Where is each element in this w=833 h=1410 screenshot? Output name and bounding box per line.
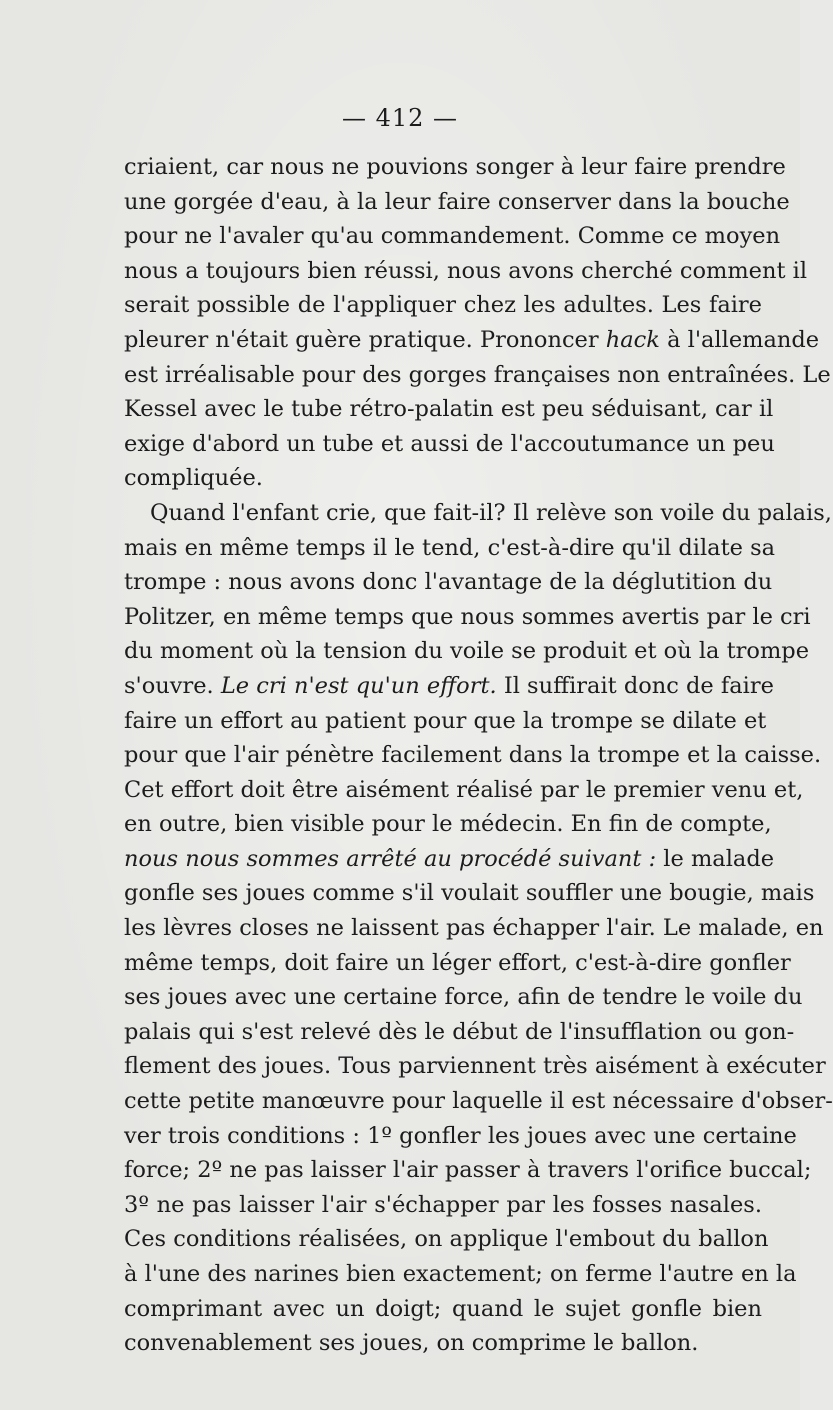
text-line (124, 773, 804, 808)
text-line (124, 1188, 762, 1223)
text-line (124, 531, 776, 566)
text-segment: même temps, doit faire un léger effort, c'est-à-dire gonfler (124, 949, 791, 976)
text-segment: exige d'abord un tube et aussi de l'accoutumance un peu (124, 430, 775, 457)
text-line (124, 946, 791, 981)
text-segment: Ces conditions réalisées, on applique l'embout du ballon (124, 1226, 769, 1253)
text-line (124, 1015, 795, 1050)
text-line (124, 1119, 797, 1154)
text-line (124, 358, 831, 393)
text-line (124, 496, 832, 531)
text-line (124, 565, 773, 600)
text-segment: nous a toujours bien réussi, nous avons cherché comment il (124, 257, 808, 284)
text-segment: compliquée. (124, 465, 263, 492)
text-segment: 3º ne pas laisser l'air s'échapper par les fosses nasales. (124, 1191, 762, 1218)
text-segment: flement des joues. Tous parviennent très aisément à exécuter (124, 1053, 826, 1080)
text-segment: trompe : nous avons donc l'avantage de la déglutition du (124, 569, 773, 596)
text-line (124, 1084, 833, 1119)
text-segment: le malade (656, 845, 775, 872)
text-line (124, 738, 822, 773)
text-line (124, 634, 810, 669)
text-segment: une gorgée d'eau, à la leur faire conserver dans la bouche (124, 188, 790, 215)
text-line (124, 704, 767, 739)
text-segment: criaient, car nous ne pouvions songer à leur faire prendre (124, 154, 786, 180)
text-segment: en outre, bien visible pour le médecin. En fin de compte, (124, 811, 772, 838)
text-line (124, 1257, 797, 1292)
text-segment: du moment où la tension du voile se produit et où la trompe (124, 638, 810, 665)
text-segment: Cet effort doit être aisément réalisé par le premier venu et, (124, 776, 804, 803)
text-line (124, 461, 762, 496)
text-segment: serait possible de l'appliquer chez les adultes. Les faire (124, 292, 762, 319)
text-segment: Quand l'enfant crie, que fait-il? Il relève son voile du palais, (150, 499, 832, 526)
text-segment: convenablement ses joues, on comprime le ballon. (124, 1330, 699, 1357)
text-segment: ver trois conditions : 1º gonfler les joues avec une certaine (124, 1122, 797, 1149)
text-segment: faire un effort au patient pour que la trompe se dilate et (124, 707, 767, 734)
text-line (124, 392, 774, 427)
text-line (124, 323, 820, 358)
text-segment: est irréalisable pour des gorges françaises non entraînées. Le (124, 361, 831, 388)
text-line (124, 1326, 762, 1361)
text-segment: Kessel avec le tube rétro-palatin est peu séduisant, car il (124, 396, 774, 423)
italic-segment: nous nous sommes arrêté au procédé suivant : (124, 845, 657, 872)
text-line (124, 669, 774, 704)
text-line (124, 150, 786, 185)
text-segment: les lèvres closes ne laissent pas échapper l'air. Le malade, en (124, 915, 824, 942)
text-segment: palais qui s'est relevé dès le début de l'insufflation ou gon- (124, 1018, 795, 1045)
text-line (124, 1292, 762, 1327)
page-number: — 412 — (341, 104, 459, 132)
text-segment: pleurer n'était guère pratique. Prononcer (124, 326, 606, 353)
text-segment: à l'allemande (659, 326, 820, 353)
text-segment: à l'une des narines bien exactement; on ferme l'autre en la (124, 1261, 797, 1287)
text-line (124, 1222, 769, 1257)
text-segment: force; 2º ne pas laisser l'air passer à travers l'orifice buccal; (124, 1157, 812, 1184)
text-line (124, 876, 815, 911)
text-segment: gonfle ses joues comme s'il voulait souffler une bougie, mais (124, 880, 815, 907)
body-text (124, 150, 833, 1361)
text-line (124, 185, 790, 220)
text-line (124, 600, 811, 635)
text-segment: comprimant avec un doigt; quand le sujet gonfle bien (124, 1295, 762, 1322)
text-segment: Il suffirait donc de faire (496, 672, 774, 699)
text-line (124, 1049, 826, 1084)
text-line (124, 842, 775, 877)
text-segment: Politzer, en même temps que nous sommes avertis par le cri (124, 603, 811, 630)
text-line (124, 807, 772, 842)
text-segment: pour ne l'avaler qu'au commandement. Comme ce moyen (124, 223, 781, 250)
text-segment: s'ouvre. (124, 672, 221, 699)
text-line (124, 980, 803, 1015)
text-line (124, 219, 781, 254)
text-segment: mais en même temps il le tend, c'est-à-dire qu'il dilate sa (124, 534, 776, 561)
text-line (124, 1153, 812, 1188)
text-segment: ses joues avec une certaine force, afin de tendre le voile du (124, 984, 803, 1011)
text-line (124, 254, 808, 289)
text-line (124, 288, 762, 323)
text-segment: pour que l'air pénètre facilement dans la trompe et la caisse. (124, 742, 822, 769)
text-line (124, 427, 775, 462)
text-line (124, 911, 824, 946)
italic-segment: Le cri n'est qu'un effort. (220, 672, 497, 699)
italic-segment: hack (605, 326, 660, 353)
text-segment: cette petite manœuvre pour laquelle il est nécessaire d'obser- (124, 1088, 833, 1115)
